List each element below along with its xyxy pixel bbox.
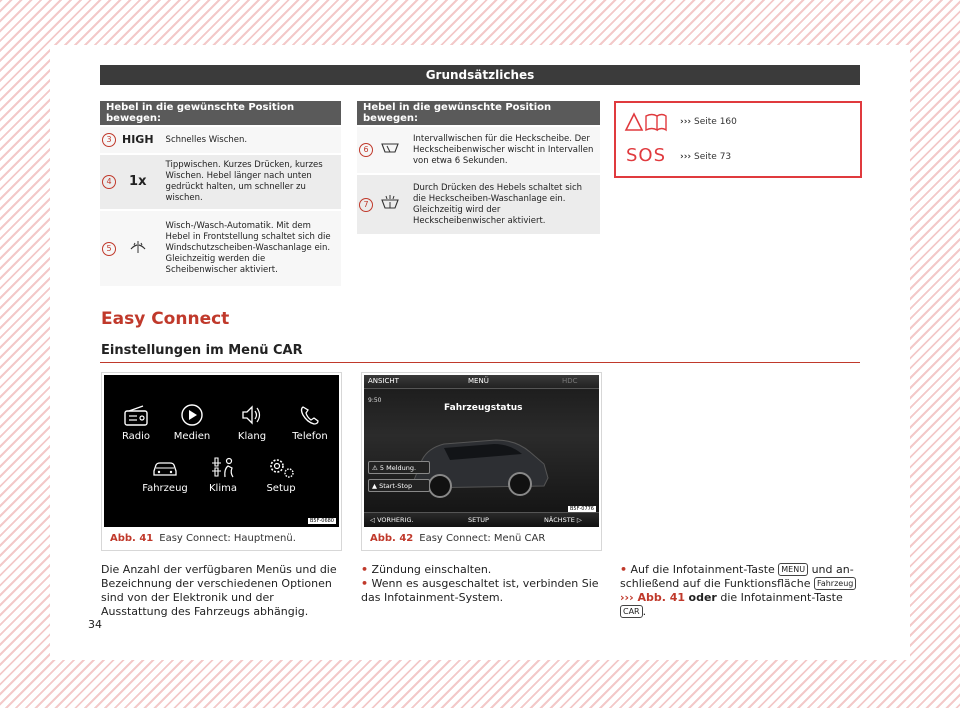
rear-wiper-icon [380,141,400,155]
position-number: 4 [102,175,116,189]
menu-item-label: Setup [266,483,296,494]
page-reference[interactable] [680,117,737,127]
menu-key: MENU [778,563,808,576]
reference-text: Seite 160 [694,117,737,127]
reference-row [616,141,860,171]
warning-icon: ⚠ [372,464,378,472]
bullet-icon: • [361,563,369,576]
table-row [357,126,600,174]
screen-title: Fahrzeugstatus [444,403,523,413]
list-item [361,577,599,605]
row-text: Schnelles Wischen. [160,126,341,154]
speaker-icon [239,403,265,427]
steps-list [361,563,599,605]
table-row [100,126,341,154]
position-number: 3 [102,133,116,147]
page-reference[interactable] [680,152,731,162]
menu-item-radio[interactable] [108,405,164,442]
figure-42 [361,372,602,551]
row-text: Wisch-/Wasch-Automatik. Mit dem Hebel in Frontstellung schaltet sich die Windschutzscheiben-Waschanlage ein. Gleichzeitig werden die Scheibenwischer aktiviert. [160,210,341,286]
instruction-text: Auf die Infotainment-Taste [630,563,775,576]
position-number: 6 [359,143,373,157]
menu-item-setup[interactable] [253,455,309,494]
reference-arrow: ››› [680,152,692,162]
button-label: Start-Stop [379,482,413,490]
figure-code: B5F-0680 [309,518,334,524]
phone-icon [297,403,323,427]
caption-text: Easy Connect: Menü CAR [419,533,546,544]
setup-button[interactable]: SETUP [468,516,489,524]
car-icon [151,457,179,479]
list-item-text: Zündung einschalten. [371,563,492,576]
reference-text: Seite 73 [694,152,732,162]
menu-item-klima[interactable] [195,455,251,494]
previous-button[interactable]: ◁ VORHERIG. [370,516,414,524]
messages-button[interactable] [368,461,430,474]
next-button[interactable]: NÄCHSTE ▷ [544,516,582,524]
rear-washer-icon [380,195,400,211]
bullet-icon: • [361,577,369,590]
table-header: Hebel in die gewünschte Position bewegen: [357,101,600,126]
reference-arrow: ››› [680,117,692,127]
menu-item-telefon[interactable] [282,403,338,442]
table-row [100,154,341,210]
page-header: Grundsätzliches [100,65,860,85]
table-header: Hebel in die gewünschte Position bewegen: [100,101,341,126]
warning-triangle-book-icon [624,110,668,134]
link-text: Abb. 41 [637,591,686,604]
menu-item-label: Telefon [292,431,328,442]
position-number: 7 [359,198,373,212]
figure-code: B5F-0776 [569,506,594,512]
tab-ansicht[interactable]: ANSICHT [368,377,399,385]
start-stop-icon: ▲ [372,482,377,490]
menu-item-fahrzeug[interactable] [137,457,193,494]
tab-menu[interactable]: MENÜ [468,377,489,385]
fahrzeug-key: Fahrzeug [814,577,856,590]
washer-icon [129,240,147,254]
menu-item-label: Fahrzeug [142,483,188,494]
instruction-paragraph [620,563,860,619]
bullet-icon: • [620,563,628,576]
row-text: Durch Drücken des Hebels schaltet sich die Heckscheiben-Waschanlage ein. Gleichzeitig wird der Heckscheibenwischer aktiviert. [407,174,600,234]
gear-icon [266,455,296,479]
row-text: Tippwischen. Kurzes Drücken, kurzes Wischen. Hebel länger nach unten gedrückt halten, um schneller zu wischen. [160,154,341,210]
conjunction-text: oder [688,591,717,604]
figure-label: Abb. 42 [370,533,414,544]
sos-icon: SOS [626,145,667,166]
clock: 9:50 [368,397,382,404]
menu-item-medien[interactable] [164,403,220,442]
menu-item-label: Radio [121,431,151,442]
climate-icon [209,455,237,479]
reference-box [614,101,862,178]
figure-caption [110,533,296,544]
radio-icon [123,405,149,427]
intro-paragraph: Die Anzahl der verfügbaren Menüs und die Bezeichnung der verschiedenen Optionen sind von der Elektronik und der Ausstattung des Fahrzeugs abhängig. [101,563,337,618]
wiper-table-left [100,101,341,286]
page-number: 34 [88,618,102,631]
figure-41 [101,372,342,551]
caption-text: Easy Connect: Hauptmenü. [159,533,296,544]
menu-item-label: Medien [173,431,211,442]
menu-item-label: Klang [237,431,267,442]
table-row [357,174,600,234]
figure-link[interactable] [620,591,685,604]
menu-item-label: Klima [209,483,237,494]
instruction-text: die Infotainment-Taste [720,591,843,604]
position-number: 5 [102,242,116,256]
play-icon [179,403,205,427]
car-key: CAR [620,605,643,618]
instruction-text: und an-schließend auf die Funktionsfläche [620,563,854,590]
button-label: 5 Meldung. [379,464,417,472]
row-text: Intervallwischen für die Heckscheibe. Der Heckscheibenwischer wischt in Intervallen von etwa 6 Sekunden. [407,126,600,174]
high-speed-icon: HIGH [122,132,154,146]
section-title: Easy Connect [101,309,230,329]
list-item-text: Wenn es ausgeschaltet ist, verbinden Sie das Infotainment-System. [361,577,599,604]
button-label: VORHERIG. [377,516,414,524]
section-subtitle: Einstellungen im Menü CAR [101,343,303,358]
infotainment-car-menu-screen [364,375,599,527]
button-label: NÄCHSTE [544,516,575,524]
single-wipe-icon: 1x [129,173,147,189]
punctuation: . [642,605,647,618]
infotainment-main-menu-screen [104,375,339,527]
table-row [100,210,341,286]
figure-caption [370,533,545,544]
tab-hdc[interactable]: HDC [562,377,578,385]
section-divider [100,362,860,363]
figure-label: Abb. 41 [110,533,154,544]
reference-arrow: ››› [620,591,634,604]
start-stop-button[interactable] [368,479,430,492]
wiper-table-right [357,101,600,234]
menu-item-klang[interactable] [224,403,280,442]
reference-row [616,107,860,137]
list-item [361,563,599,577]
